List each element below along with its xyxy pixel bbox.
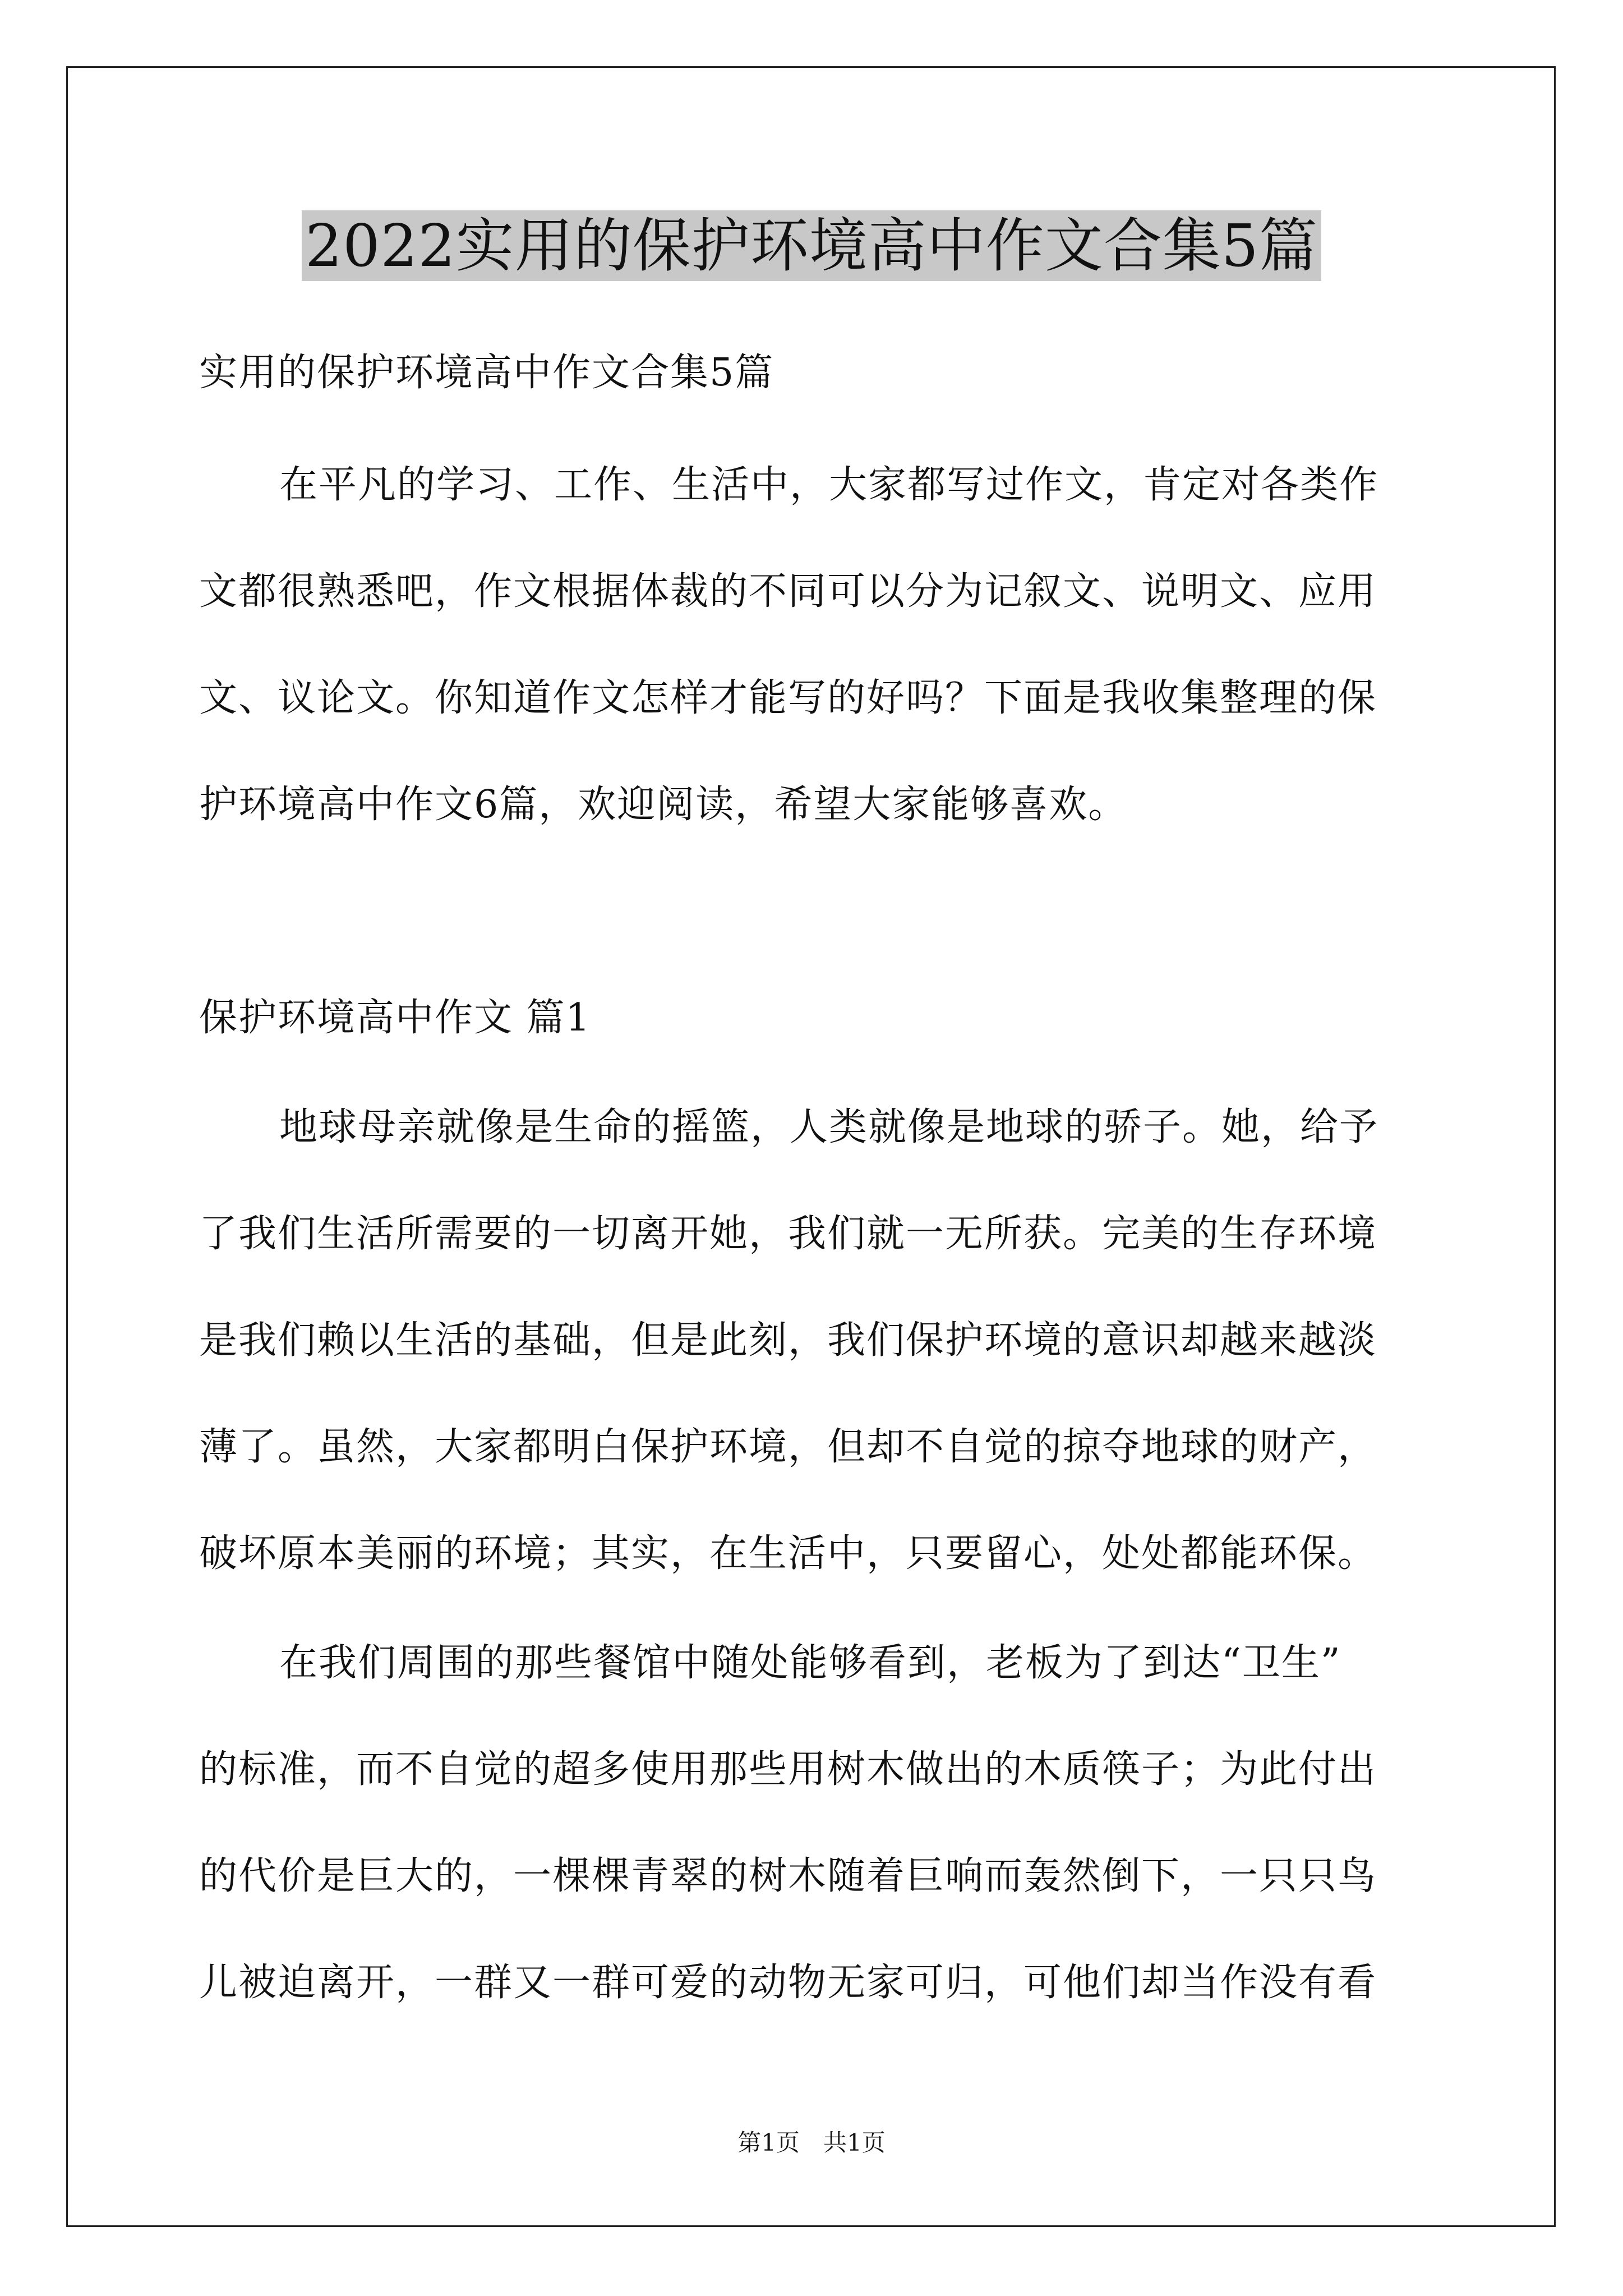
intro-line-1: 在平凡的学习、工作、生活中，大家都写过作文，肯定对各类作 bbox=[279, 463, 1379, 507]
paragraph2-line-3: 的代价是巨大的，一棵棵青翠的树木随着巨响而轰然倒下，一只只鸟 bbox=[199, 1854, 1377, 1898]
document-title bbox=[0, 206, 1623, 285]
intro-line-3: 文、议论文。你知道作文怎样才能写的好吗？下面是我收集整理的保 bbox=[199, 676, 1377, 720]
paragraph2-line-4: 儿被迫离开，一群又一群可爱的动物无家可归，可他们却当作没有看 bbox=[199, 1961, 1377, 2005]
paragraph2-line-1: 在我们周围的那些餐馆中随处能够看到，老板为了到达“卫生” bbox=[279, 1641, 1341, 1685]
paragraph1-line-5: 破坏原本美丽的环境；其实，在生活中，只要留心，处处都能环保。 bbox=[199, 1531, 1377, 1576]
intro-line-4: 护环境高中作文6篇，欢迎阅读，希望大家能够喜欢。 bbox=[199, 783, 1128, 827]
paragraph1-line-3: 是我们赖以生活的基础，但是此刻，我们保护环境的意识却越来越淡 bbox=[199, 1318, 1377, 1363]
intro-line-2: 文都很熟悉吧，作文根据体裁的不同可以分为记叙文、说明文、应用 bbox=[199, 569, 1377, 614]
paragraph1-line-1: 地球母亲就像是生命的摇篮，人类就像是地球的骄子。她，给予 bbox=[279, 1105, 1379, 1149]
document-title-text: 2022实用的保护环境高中作文合集5篇 bbox=[302, 210, 1321, 281]
page-number-footer: 第1页 共1页 bbox=[737, 2129, 886, 2156]
paragraph2-line-2: 的标准，而不自觉的超多使用那些用树木做出的木质筷子；为此付出 bbox=[199, 1747, 1377, 1792]
paragraph1-line-2: 了我们生活所需要的一切离开她，我们就一无所获。完美的生存环境 bbox=[199, 1212, 1377, 1256]
document-subtitle: 实用的保护环境高中作文合集5篇 bbox=[199, 351, 774, 395]
section-heading: 保护环境高中作文 篇1 bbox=[199, 996, 591, 1040]
paragraph1-line-4: 薄了。虽然，大家都明白保护环境，但却不自觉的掠夺地球的财产， bbox=[199, 1425, 1377, 1469]
